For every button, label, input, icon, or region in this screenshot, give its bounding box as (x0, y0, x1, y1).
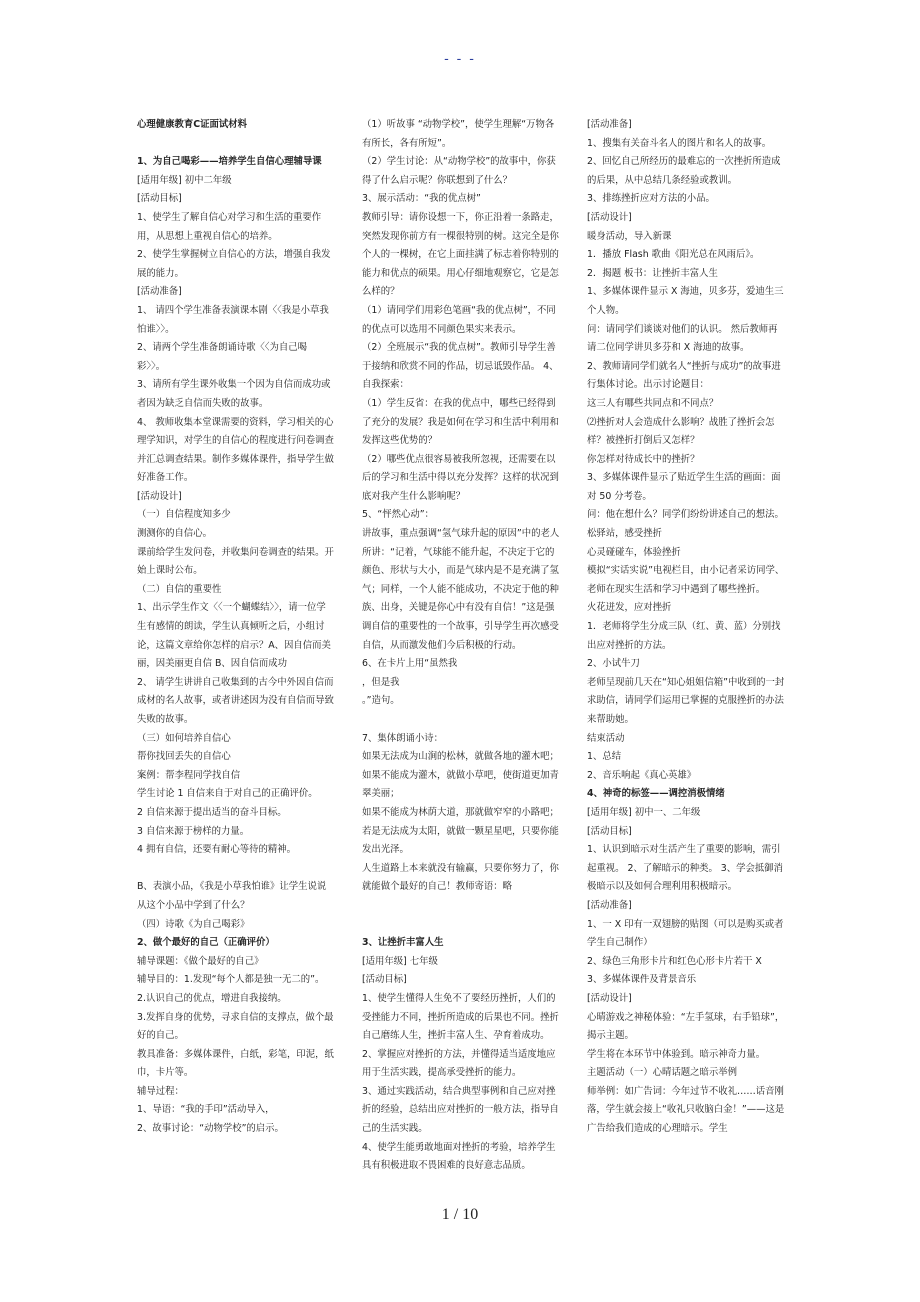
text-line: [活动目标] (362, 974, 407, 986)
text-line: [活动设计] (587, 992, 632, 1004)
text-line: 3、请所有学生课外收集一个因为自信而成功或者因为缺乏自信而失败的故事。 (137, 379, 331, 409)
text-line: 结束活动 (587, 732, 625, 744)
text-line: 5、“怦然心动”： (362, 509, 434, 521)
text-line: [适用年级] 初中二年级 (137, 174, 232, 186)
text-line: （二）自信的重要性 (137, 583, 222, 595)
blank-line (137, 860, 335, 879)
header-mark: - - - (444, 50, 476, 66)
text-line: 3 自信来源于榜样的力量。 (137, 825, 250, 837)
section-heading: 3、让挫折丰富人生 (362, 937, 444, 949)
section-heading: 1、为自己喝彩——培养学生自信心理辅导课 (137, 156, 322, 168)
text-line: （2）哪些优点很容易被我所忽视，还需要在以后的学习和生活中得以充分发挥？这样的状况到底对我产生什么影响呢？ (362, 453, 559, 502)
section-heading: 2、做个最好的自己（正确评价） (137, 937, 275, 949)
text-line: （1）学生反省：在我的优点中，哪些已经得到了充分的发展？我是如何在学习和生活中利用和发挥这些优势的？ (362, 397, 559, 447)
text-line: [活动设计] (587, 211, 632, 223)
text-line: 1、一 X 印有一双翅膀的贴图（可以是购买或者学生自己制作） (587, 918, 784, 949)
text-line: 这三人有哪些共同点和不同点？ (587, 397, 719, 409)
text-line: 如果无法成为山涧的松林，就做各地的灌木吧；如果不能成为灌木，就做小草吧，使街道更加青翠美丽； (362, 751, 559, 800)
text-line: 1、使学生懂得人生免不了要经历挫折，人们的受挫能力不同，挫折所造成的后果也不同。挫折自己磨练人生，挫折丰富人生、孕育着成功。 (362, 992, 559, 1042)
text-line: 4、 教师收集本堂课需要的资料，学习相关的心理学知识，对学生的自信心的程度进行问卷调查并汇总调查结果。制作多媒体课件，指导学生做好准备工作。 (137, 416, 334, 484)
text-line: 4 拥有自信，还要有耐心等待的精神。 (137, 844, 296, 856)
text-line: 2、使学生掌握树立自信心的方法，增强自我发展的能力。 (137, 249, 331, 279)
text-line: ⑵挫折对人会造成什么影响？战胜了挫折会怎样？被挫折打倒后又怎样？ (587, 416, 775, 447)
text-line: ，但是我 (362, 676, 400, 688)
text-line: 3.发挥自身的优势，寻求自信的支撑点，做个最好的自己。 (137, 1011, 334, 1042)
text-line: 2、 请学生讲讲自己收集到的古今中外因自信而成材的名人故事，或者讲述因为没有自信而导致失败的故事。 (137, 676, 334, 725)
text-line: 。”造句。 (362, 695, 400, 707)
text-line: 辅导课题：《做个最好的自己》 (137, 955, 264, 967)
text-line: 2.认识自己的优点，增进自我接纳。 (137, 992, 287, 1004)
text-line: 1、多媒体课件显示 X 海迪，贝多芬，爱迪生三个人物。 (587, 286, 784, 316)
text-line: [活动准备] (587, 119, 632, 130)
text-line: 心晴游戏之神秘体验：“左手氢球，右手铅球”，揭示主题。 (587, 1011, 785, 1042)
text-line: 主题活动（一）心晴话题之暗示举例 (587, 1067, 738, 1079)
text-line: 2、绿色三角形卡片和红色心形卡片若干 X (587, 955, 762, 967)
text-line: 2、回忆自己所经历的最难忘的一次挫折所造成的后果，从中总结几条经验或教训。 (587, 156, 781, 186)
text-line: 2 自信来源于提出适当的奋斗目标。 (137, 806, 287, 818)
text-line: （一）自信程度知多少 (137, 509, 231, 521)
text-line: 1、导语：“我的手印”活动导入， (137, 1104, 275, 1116)
text-line: 1、使学生了解自信心对学习和生活的重要作用，从思想上重视自信心的培养。 (137, 211, 322, 242)
text-line: （四）诗歌《为自己喝彩》 (137, 918, 250, 930)
text-line: [活动准备] (137, 286, 182, 298)
text-line: 心灵碰碰车，体验挫折 (587, 546, 681, 558)
text-line: 3、多媒体课件及背景音乐 (587, 974, 697, 986)
text-line: 学生将在本环节中体验到。暗示神奇力量。 (587, 1048, 766, 1060)
text-line: 7、集体朗诵小诗： (362, 732, 443, 744)
text-line: 问：他在想什么？同学们纷纷讲述自己的想法。 (587, 509, 784, 521)
text-line: （2）学生讨论：从“动物学校”的故事中，你获得了什么启示呢？你联想到了什么？ (362, 156, 556, 186)
text-line: 辅导目的：1.发现“每个人都是独一无二的”。 (137, 974, 325, 986)
text-line: B、表演小品，《我是小草我怕谁》让学生说说从这个小品中学到了什么？ (137, 881, 327, 911)
text-line: 2、掌握应对挫折的方法，并懂得适当适度地应用于生活实践，提高承受挫折的能力。 (362, 1048, 556, 1079)
text-line: 2、故事讨论：“动物学校”的启示。 (137, 1123, 284, 1135)
text-line: 你怎样对待成长中的挫折？ (587, 453, 700, 465)
blank-line (362, 711, 560, 730)
section-heading: 心理健康教育C证面试材料 (137, 119, 248, 130)
text-line: 人生道路上本来就没有输赢，只要你努力了，你就能做个最好的自己！教师寄语：略 (362, 862, 559, 893)
blank-line (137, 135, 335, 154)
text-line: 松驿站，感受挫折 (587, 528, 663, 540)
text-line: 1、 请四个学生准备表演课本剧〈〈我是小草我怕谁〉〉。 (137, 304, 329, 335)
text-line: 测测你的自信心。 (137, 528, 213, 540)
text-line: 3、展示活动：“我的优点树” (362, 193, 481, 205)
section-heading: 4、神奇的标签——调控消极情绪 (587, 788, 725, 800)
text-line: 帮你找回丢失的自信心 (137, 751, 231, 763)
text-line: 1．老师将学生分成三队（红、黄、蓝）分别找出应对挫折的方法。 (587, 621, 781, 651)
text-line: 老师呈现前几天在“知心姐姐信箱”中收到的一封求助信，请同学们运用已掌握的克服挫折的办法来帮助她。 (587, 676, 785, 725)
text-line: 2、教师请同学们就名人“挫折与成功”的故事进行集体讨论。出示讨论题目： (587, 360, 781, 391)
text-line: （1）听故事 “动物学校”，使学生理解“万物各有所长，各有所短”。 (362, 119, 555, 149)
text-line: 师举例：如广告词：今年过节不收礼……话音刚落，学生就会接上“收礼只收脑白金！”——这是广告给我们造成的心理暗示。学生 (587, 1085, 785, 1135)
text-line: 模拟“实话实说”电视栏目，由小记者采访同学、老师在现实生活和学习中遇到了哪些挫折。 (587, 565, 785, 595)
blank-line (362, 897, 560, 916)
text-line: [活动设计] (137, 490, 182, 502)
text-line: （1）请同学们用彩色笔画“我的优点树”，不同的优点可以选用不同颜色果实来表示。 (362, 304, 556, 335)
text-line: 2、请两个学生准备朗诵诗歌〈〈为自己喝彩〉〉。 (137, 342, 308, 372)
text-line: 教具准备：多媒体课件，白纸，彩笔，印泥，纸巾，卡片等。 (137, 1048, 334, 1079)
text-line: [活动目标] (137, 193, 182, 205)
text-line: （2）全班展示“我的优点树”。教师引导学生善于接纳和欣赏不同的作品，切忌诋毁作品。 4、自我探索： (362, 342, 559, 391)
text-line: 3、排练挫折应对方法的小品。 (587, 193, 715, 205)
text-line: 6、在卡片上用“虽然我 (362, 658, 458, 670)
text-line: 1、认识到暗示对生活产生了重要的影响，需引起重视。 2、了解暗示的种类。 3、学会抵御消极暗示以及如何合理利用积极暗示。 (587, 844, 784, 893)
text-line: [活动准备] (587, 899, 632, 911)
column-middle (362, 116, 560, 1176)
text-line: 讲故事，重点强调“氢气球升起的原因”中的老人所讲：“记着，气球能不能升起，不决定于它的颜色、形状与大小，而是气球内是不是充满了氢气；同样，一个人能不能成功，不决定于他的种族、出身，关键是你心中有没有自信！”这是强调自信的重要性的一个故事，引导学生再次感受自信，从而激发他们今后积极的行动。 (362, 528, 560, 651)
text-line: [适用年级] 七年级 (362, 955, 438, 967)
text-line: 1、出示学生作文〈〈一个蝴蝶结〉〉，请一位学生有感情的朗读，学生认真倾听之后，小组讨论，这篇文章给你怎样的启示？A、因自信而美丽，因美丽更自信 B、因自信而成功 (137, 602, 331, 670)
text-line: 1．播放 Flash 歌曲《阳光总在风雨后》。 (587, 249, 760, 261)
text-line: 2、音乐响起《真心英雄》 (587, 769, 697, 781)
text-line: 2．揭题 板书：让挫折丰富人生 (587, 267, 718, 279)
text-line: 2、小试牛刀 (587, 658, 640, 670)
text-line: 1、总结 (587, 751, 622, 763)
text-line: 3、通过实践活动，结合典型事例和自己应对挫折的经验，总结出应对挫折的一般方法，指导自己的生活实践。 (362, 1085, 559, 1135)
text-line: （三）如何培养自信心 (137, 732, 231, 744)
text-line: 教师引导：请你设想一下，你正沿着一条路走，突然发现你前方有一棵很特别的树。这完全是你个人的一棵树，在它上面挂满了标志着你特别的能力和优点的硕果。用心仔细地观察它，它是怎么样的？ (362, 211, 559, 298)
text-line: 3、多媒体课件显示了贴近学生生活的画面：面对 50 分考卷。 (587, 472, 781, 502)
text-line: 暖身活动，导入新课 (587, 230, 672, 242)
text-line: 问：请同学们谈谈对他们的认识。 然后教师再请二位同学讲贝多芬和 X 海迪的故事。 (587, 323, 778, 354)
text-line: 学生讨论 1 自信来自于对自己的正确评价。 (137, 788, 318, 800)
text-line: 课前给学生发问卷，并收集问卷调查的结果。开始上课时公布。 (137, 546, 334, 577)
blank-line (362, 916, 560, 935)
column-right (587, 116, 785, 1139)
text-line: 1、搜集有关奋斗名人的图片和名人的故事。 (587, 137, 772, 149)
text-line: 4、使学生能勇敢地面对挫折的考验，培养学生具有积极进取不畏困难的良好意志品质。 (362, 1141, 556, 1172)
text-line: [活动目标] (587, 825, 632, 837)
page-number: 1 / 10 (441, 1206, 479, 1223)
text-line: 火花迸发，应对挫折 (587, 602, 672, 614)
text-line: 案例：帮李程同学找自信 (137, 769, 241, 781)
text-line: [适用年级] 初中一、二年级 (587, 806, 701, 818)
text-line: 辅导过程： (137, 1085, 184, 1097)
text-line: 如果不能成为林荫大道，那就做窄窄的小路吧；若是无法成为太阳，就做一颗星星吧，只要你能发出光泽。 (362, 806, 559, 856)
column-left (137, 116, 335, 1139)
